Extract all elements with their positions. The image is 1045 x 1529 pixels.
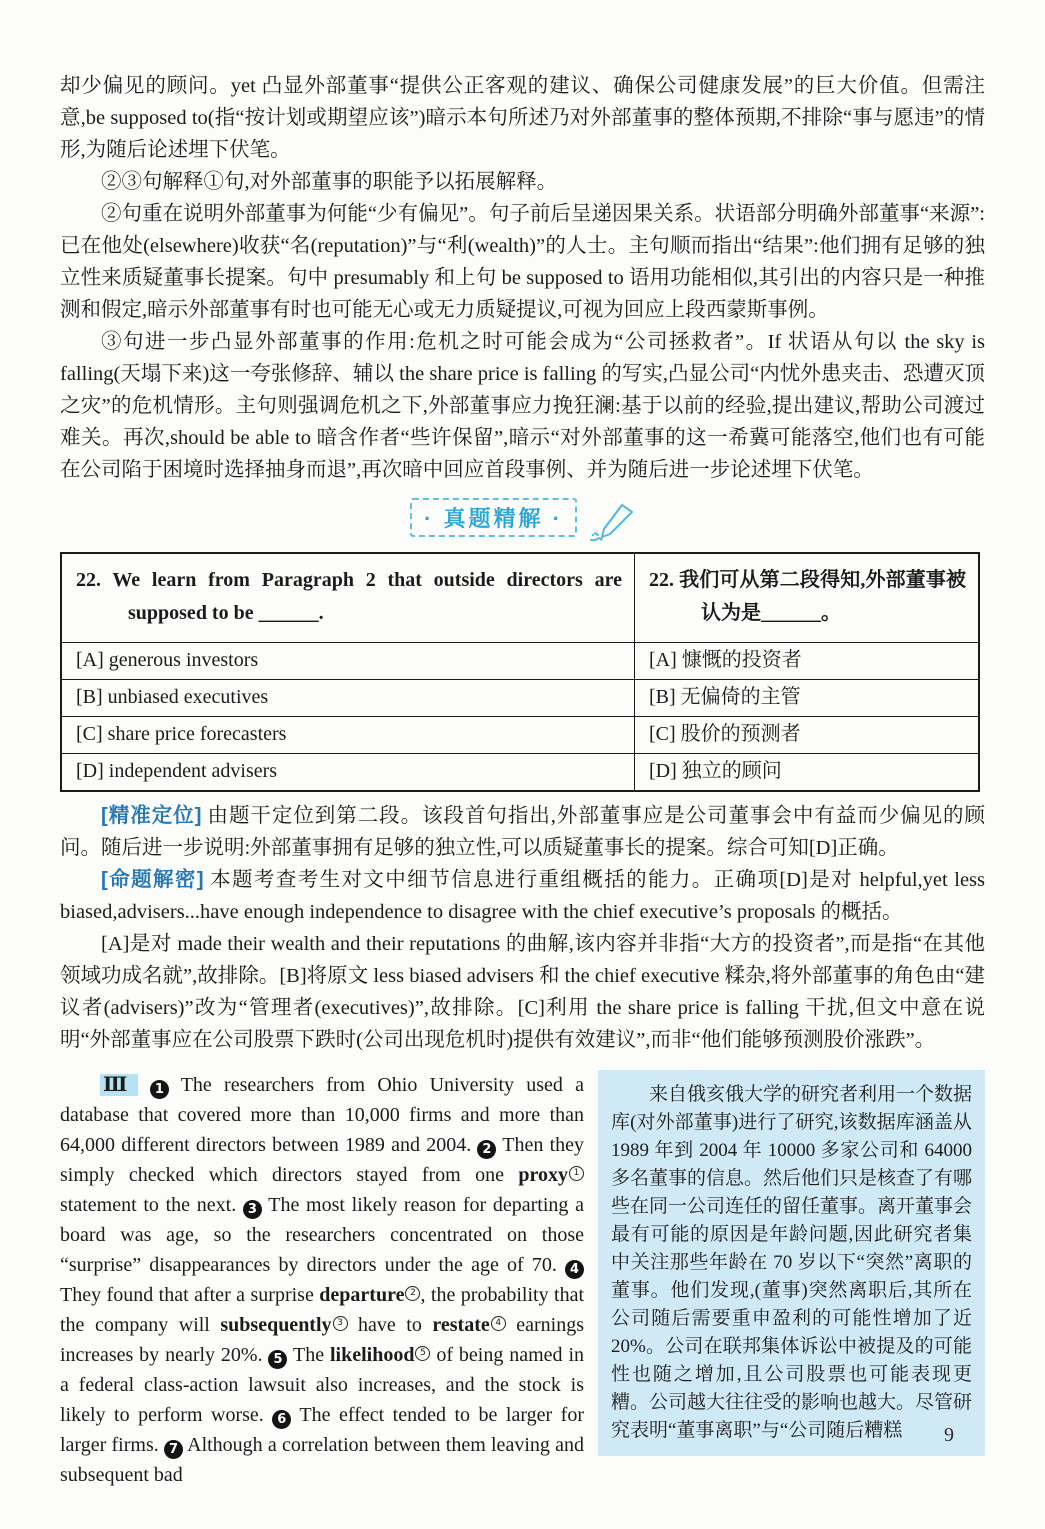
option-row-b: [61, 680, 979, 717]
decode-paragraph: [60, 864, 985, 928]
translation-panel: 来自俄亥俄大学的研究者利用一个数据库(对外部董事)进行了研究,该数据库涵盖从 1989 年到 2004 年 10000 多家公司和 64000 多名董事的信息。然后他们只是核查了有哪些在同一公司连任的留任董事。离开董事会最有可能的原因是年龄问题,因此研究者集中关注那些年龄在 70 岁以下“突然”离职的董事。他们发现,(董事)突然离职后,其所在公司随后需要重申盈利的可能性增加了近 20%。公司在联邦集体诉讼中被提及的可能性也随之增加,且公司股票也可能表现更糟。公司越大往往受的影响也越大。尽管研究表明“董事离职”与“公司随后糟糕: [598, 1070, 985, 1456]
pinpoint-label: [精准定位]: [101, 804, 202, 827]
option-d-en: [D] independent advisers: [61, 754, 635, 792]
question-table: [60, 552, 980, 792]
section-badge: · 真题精解 ·: [410, 498, 577, 537]
option-row-a: [61, 643, 979, 680]
option-row-c: [61, 717, 979, 754]
option-c-en: [C] share price forecasters: [61, 717, 635, 754]
question-cn: 22. 我们可从第二段得知,外部董事被认为是______。: [649, 569, 966, 624]
page-content: [60, 70, 985, 1490]
option-a-cn: [A] 慷慨的投资者: [635, 643, 980, 680]
pen-icon: [589, 502, 635, 542]
english-passage: Ⅲ 1 The researchers from Ohio University used a database that covered more than 10,000 firms and more than 64,000 different directors between 1989 and 2004. 2 Then they simply checked which directors stayed from one proxy 1 statement to the next. 3 The most likely reason for departing a board was age, so the researchers concentrated on those “surprise” disappearances by directors under the age of 70. 4 They found that after a surprise departure 2 , the probability that the company will subsequently 3 have to restate 4 earnings increases by nearly 20%. 5 The likelihood 5 of being named in a federal class-action lawsuit also increases, and the stock is likely to perform worse. 6 The effect tended to be larger for larger firms. 7 Although a correlation between them leaving and subsequent bad: [60, 1074, 585, 1486]
page-number: 9: [944, 1424, 954, 1446]
decode-text: 本题考查考生对文中细节信息进行重组概括的能力。正确项[D]是对 helpful,yet less biased,advisers...have enough independence to disagree with the chief executive’s proposals 的概括。: [60, 869, 985, 923]
option-a-en: [A] generous investors: [61, 643, 635, 680]
option-c-cn: [C] 股价的预测者: [635, 717, 980, 754]
question-en: 22. We learn from Paragraph 2 that outside directors are supposed to be ______.: [76, 569, 622, 624]
pinpoint-paragraph: [60, 800, 985, 864]
option-b-cn: [B] 无偏倚的主管: [635, 680, 980, 717]
analysis-paragraph-1: 却少偏见的顾问。yet 凸显外部董事“提供公正客观的建议、确保公司健康发展”的巨大价值。但需注意,be supposed to(指“按计划或期望应该”)暗示本句所述乃对外部董事的整体预期,不排除“事与愿违”的情形,为随后论述埋下伏笔。: [60, 75, 985, 161]
option-b-en: [B] unbiased executives: [61, 680, 635, 717]
pinpoint-text: 由题干定位到第二段。该段首句指出,外部董事应是公司董事会中有益而少偏见的顾问。随后进一步说明:外部董事拥有足够的独立性,可以质疑董事长的提案。综合可知[D]正确。: [60, 805, 986, 859]
section-header: [60, 498, 985, 542]
question-row: [61, 553, 979, 643]
option-row-d: [61, 754, 979, 792]
decode-label: [命题解密]: [101, 868, 204, 891]
option-d-cn: [D] 独立的顾问: [635, 754, 980, 792]
passage-section: [60, 1070, 985, 1490]
analysis-paragraph-3: ②句重在说明外部董事为何能“少有偏见”。句子前后呈递因果关系。状语部分明确外部董事“来源”:已在他处(elsewhere)收获“名(reputation)”与“利(wealth)”的人士。主句顺而指出“结果”:他们拥有足够的独立性来质疑董事长提案。句中 presumably 和上句 be supposed to 语用功能相似,其引出的内容只是一种推测和假定,暗示外部董事有时也可能无心或无力质疑提议,可视为回应上段西蒙斯事例。: [60, 203, 985, 321]
option-analysis-paragraph: [A]是对 made their wealth and their reputations 的曲解,该内容并非指“大方的投资者”,而是指“在其他领域功成名就”,故排除。[B]将原文 less biased advisers 和 the chief executive 糅杂,将外部董事的角色由“建议者(advisers)”改为“管理者(executives)”,故排除。[C]利用 the share price is falling 干扰,但文中意在说明“外部董事应在公司股票下跌时(公司出现危机时)提供有效建议”,而非“他们能够预测股价涨跌”。: [60, 933, 985, 1051]
analysis-paragraph-4: ③句进一步凸显外部董事的作用:危机之时可能会成为“公司拯救者”。If 状语从句以 the sky is falling(天塌下来)这一夸张修辞、辅以 the share price is falling 的写实,凸显公司“内忧外患夹击、恐遭灭顶之灾”的危机情形。主句则强调危机之下,外部董事应力挽狂澜:基于以前的经验,提出建议,帮助公司渡过难关。再次,should be able to 暗含作者“些许保留”,暗示“对外部董事的这一希冀可能落空,他们也有可能在公司陷于困境时选择抽身而退”,再次暗中回应首段事例、并为随后进一步论述埋下伏笔。: [60, 331, 985, 481]
analysis-paragraph-2: ②③句解释①句,对外部董事的职能予以拓展解释。: [101, 171, 558, 193]
